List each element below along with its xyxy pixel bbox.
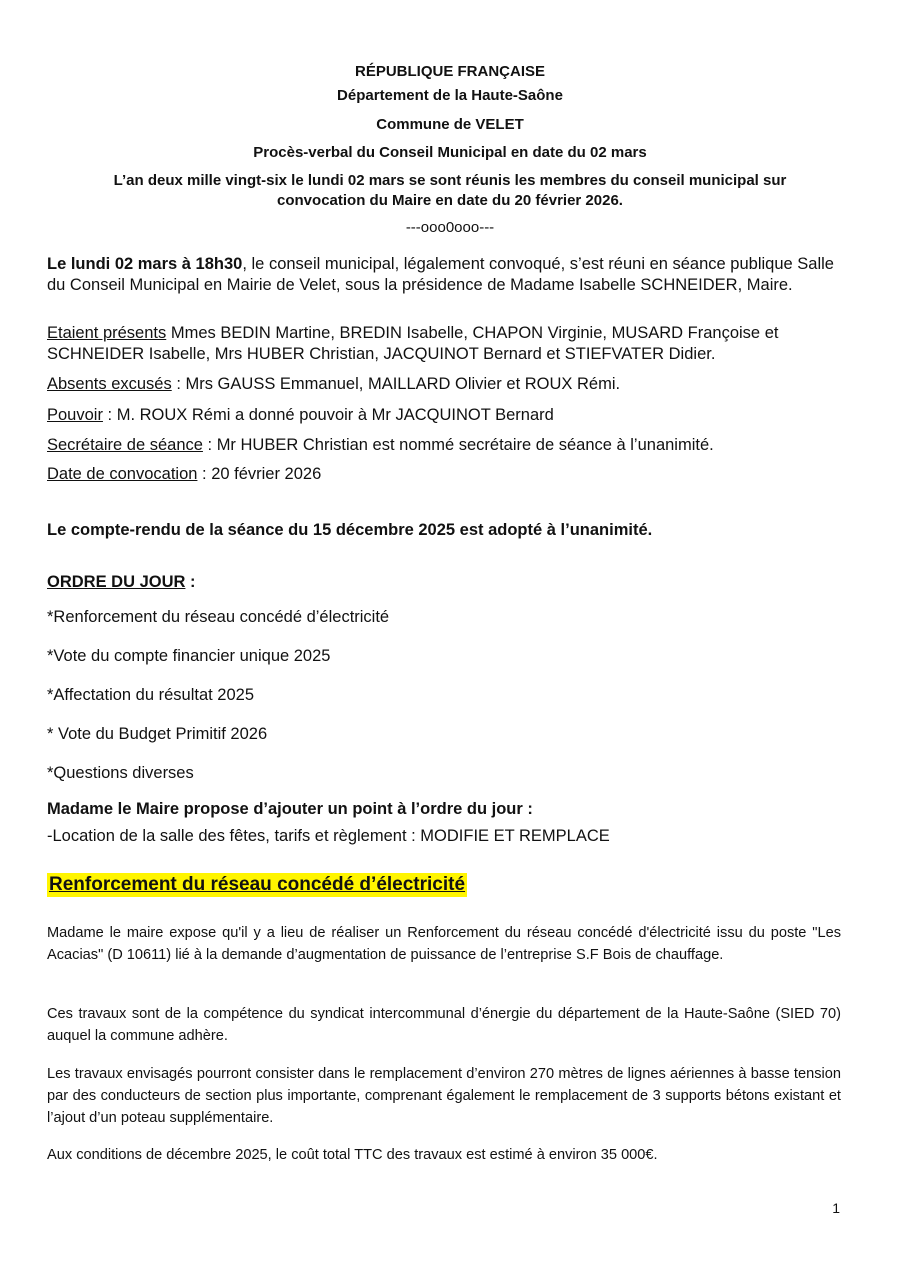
proxy-paragraph [47, 405, 847, 426]
agenda-addition-item: -Location de la salle des fêtes, tarifs et règlement : MODIFIE ET REMPLACE [47, 827, 610, 845]
intro-statement: L’an deux mille vingt-six le lundi 02 mars se sont réunis les membres du conseil municipal sur convocation du Maire en date du 20 février 2026. [113, 172, 787, 209]
convocation-paragraph [47, 464, 847, 485]
opening-text: , le conseil municipal, légalement convoqué, s’est réuni en séance publique Salle du Conseil Municipal en Mairie de Velet, sous la présidence de Madame Isabelle SCHNEIDER, Maire. [47, 255, 834, 294]
agenda-item: *Renforcement du réseau concédé d’électricité [47, 608, 390, 626]
page-number: 1 [832, 1200, 840, 1216]
department-heading: Département de la Haute-Saône [337, 87, 563, 104]
republic-heading: RÉPUBLIQUE FRANÇAISE [354, 63, 545, 80]
proxy-label: Pouvoir [47, 406, 103, 424]
agenda-heading [47, 572, 196, 593]
section-paragraph: Les travaux envisagés pourront consister dans le remplacement d’environ 270 mètres de lignes aériennes à basse tension par des conducteurs de section plus importante, comprenant également le remplacement de 3 supports bétons existant et l’ajout d’un poteau supplémentaire. [47, 1066, 841, 1126]
agenda-item: * Vote du Budget Primitif 2026 [47, 725, 268, 743]
present-paragraph [47, 323, 847, 365]
absent-paragraph [47, 374, 847, 395]
opening-paragraph [47, 254, 847, 296]
agenda-label: ORDRE DU JOUR [47, 573, 186, 591]
section-title: Renforcement du réseau concédé d’électricité [49, 874, 466, 895]
section-paragraph: Ces travaux sont de la compétence du syndicat intercommunal d’énergie du département de la Haute-Saône (SIED 70) auquel la commune adhère. [47, 1006, 841, 1044]
document-title: Procès-verbal du Conseil Municipal en date du 02 mars [253, 144, 647, 161]
absent-text: : Mrs GAUSS Emmanuel, MAILLARD Olivier et ROUX Rémi. [171, 375, 621, 393]
opening-lead: Le lundi 02 mars à 18h30 [47, 255, 243, 273]
absent-label: Absents excusés [47, 375, 172, 393]
convocation-text: : 20 février 2026 [197, 465, 322, 483]
present-label: Etaient présents [47, 324, 167, 342]
proxy-text: : M. ROUX Rémi a donné pouvoir à Mr JACQUINOT Bernard [102, 406, 554, 424]
agenda-item: *Questions diverses [47, 764, 194, 782]
separator: ---ooo0ooo--- [405, 219, 495, 236]
agenda-label-suffix: : [185, 573, 196, 591]
section-paragraph: Madame le maire expose qu'il y a lieu de réaliser un Renforcement du réseau concédé d'électricité issu du poste "Les Acacias" (D 10611) lié à la demande d’augmentation de puissance de l’entreprise S.F Bois de chauffage. [47, 925, 841, 963]
commune-heading: Commune de VELET [376, 116, 524, 133]
secretary-text: : Mr HUBER Christian est nommé secrétaire de séance à l’unanimité. [202, 436, 714, 454]
minutes-adopted: Le compte-rendu de la séance du 15 décembre 2025 est adopté à l’unanimité. [47, 521, 653, 539]
convocation-label: Date de convocation [47, 465, 198, 483]
present-text: Mmes BEDIN Martine, BREDIN Isabelle, CHAPON Virginie, MUSARD Françoise et SCHNEIDER Isabelle, Mrs HUBER Christian, JACQUINOT Bernard et STIEFVATER Didier. [47, 324, 779, 363]
agenda-item: *Vote du compte financier unique 2025 [47, 647, 331, 665]
agenda-addition-title: Madame le Maire propose d’ajouter un point à l’ordre du jour : [47, 800, 533, 818]
agenda-item: *Affectation du résultat 2025 [47, 686, 255, 704]
secretary-paragraph [47, 435, 847, 456]
section-paragraph: Aux conditions de décembre 2025, le coût total TTC des travaux est estimé à environ 35 000€. [47, 1147, 658, 1163]
secretary-label: Secrétaire de séance [47, 436, 203, 454]
